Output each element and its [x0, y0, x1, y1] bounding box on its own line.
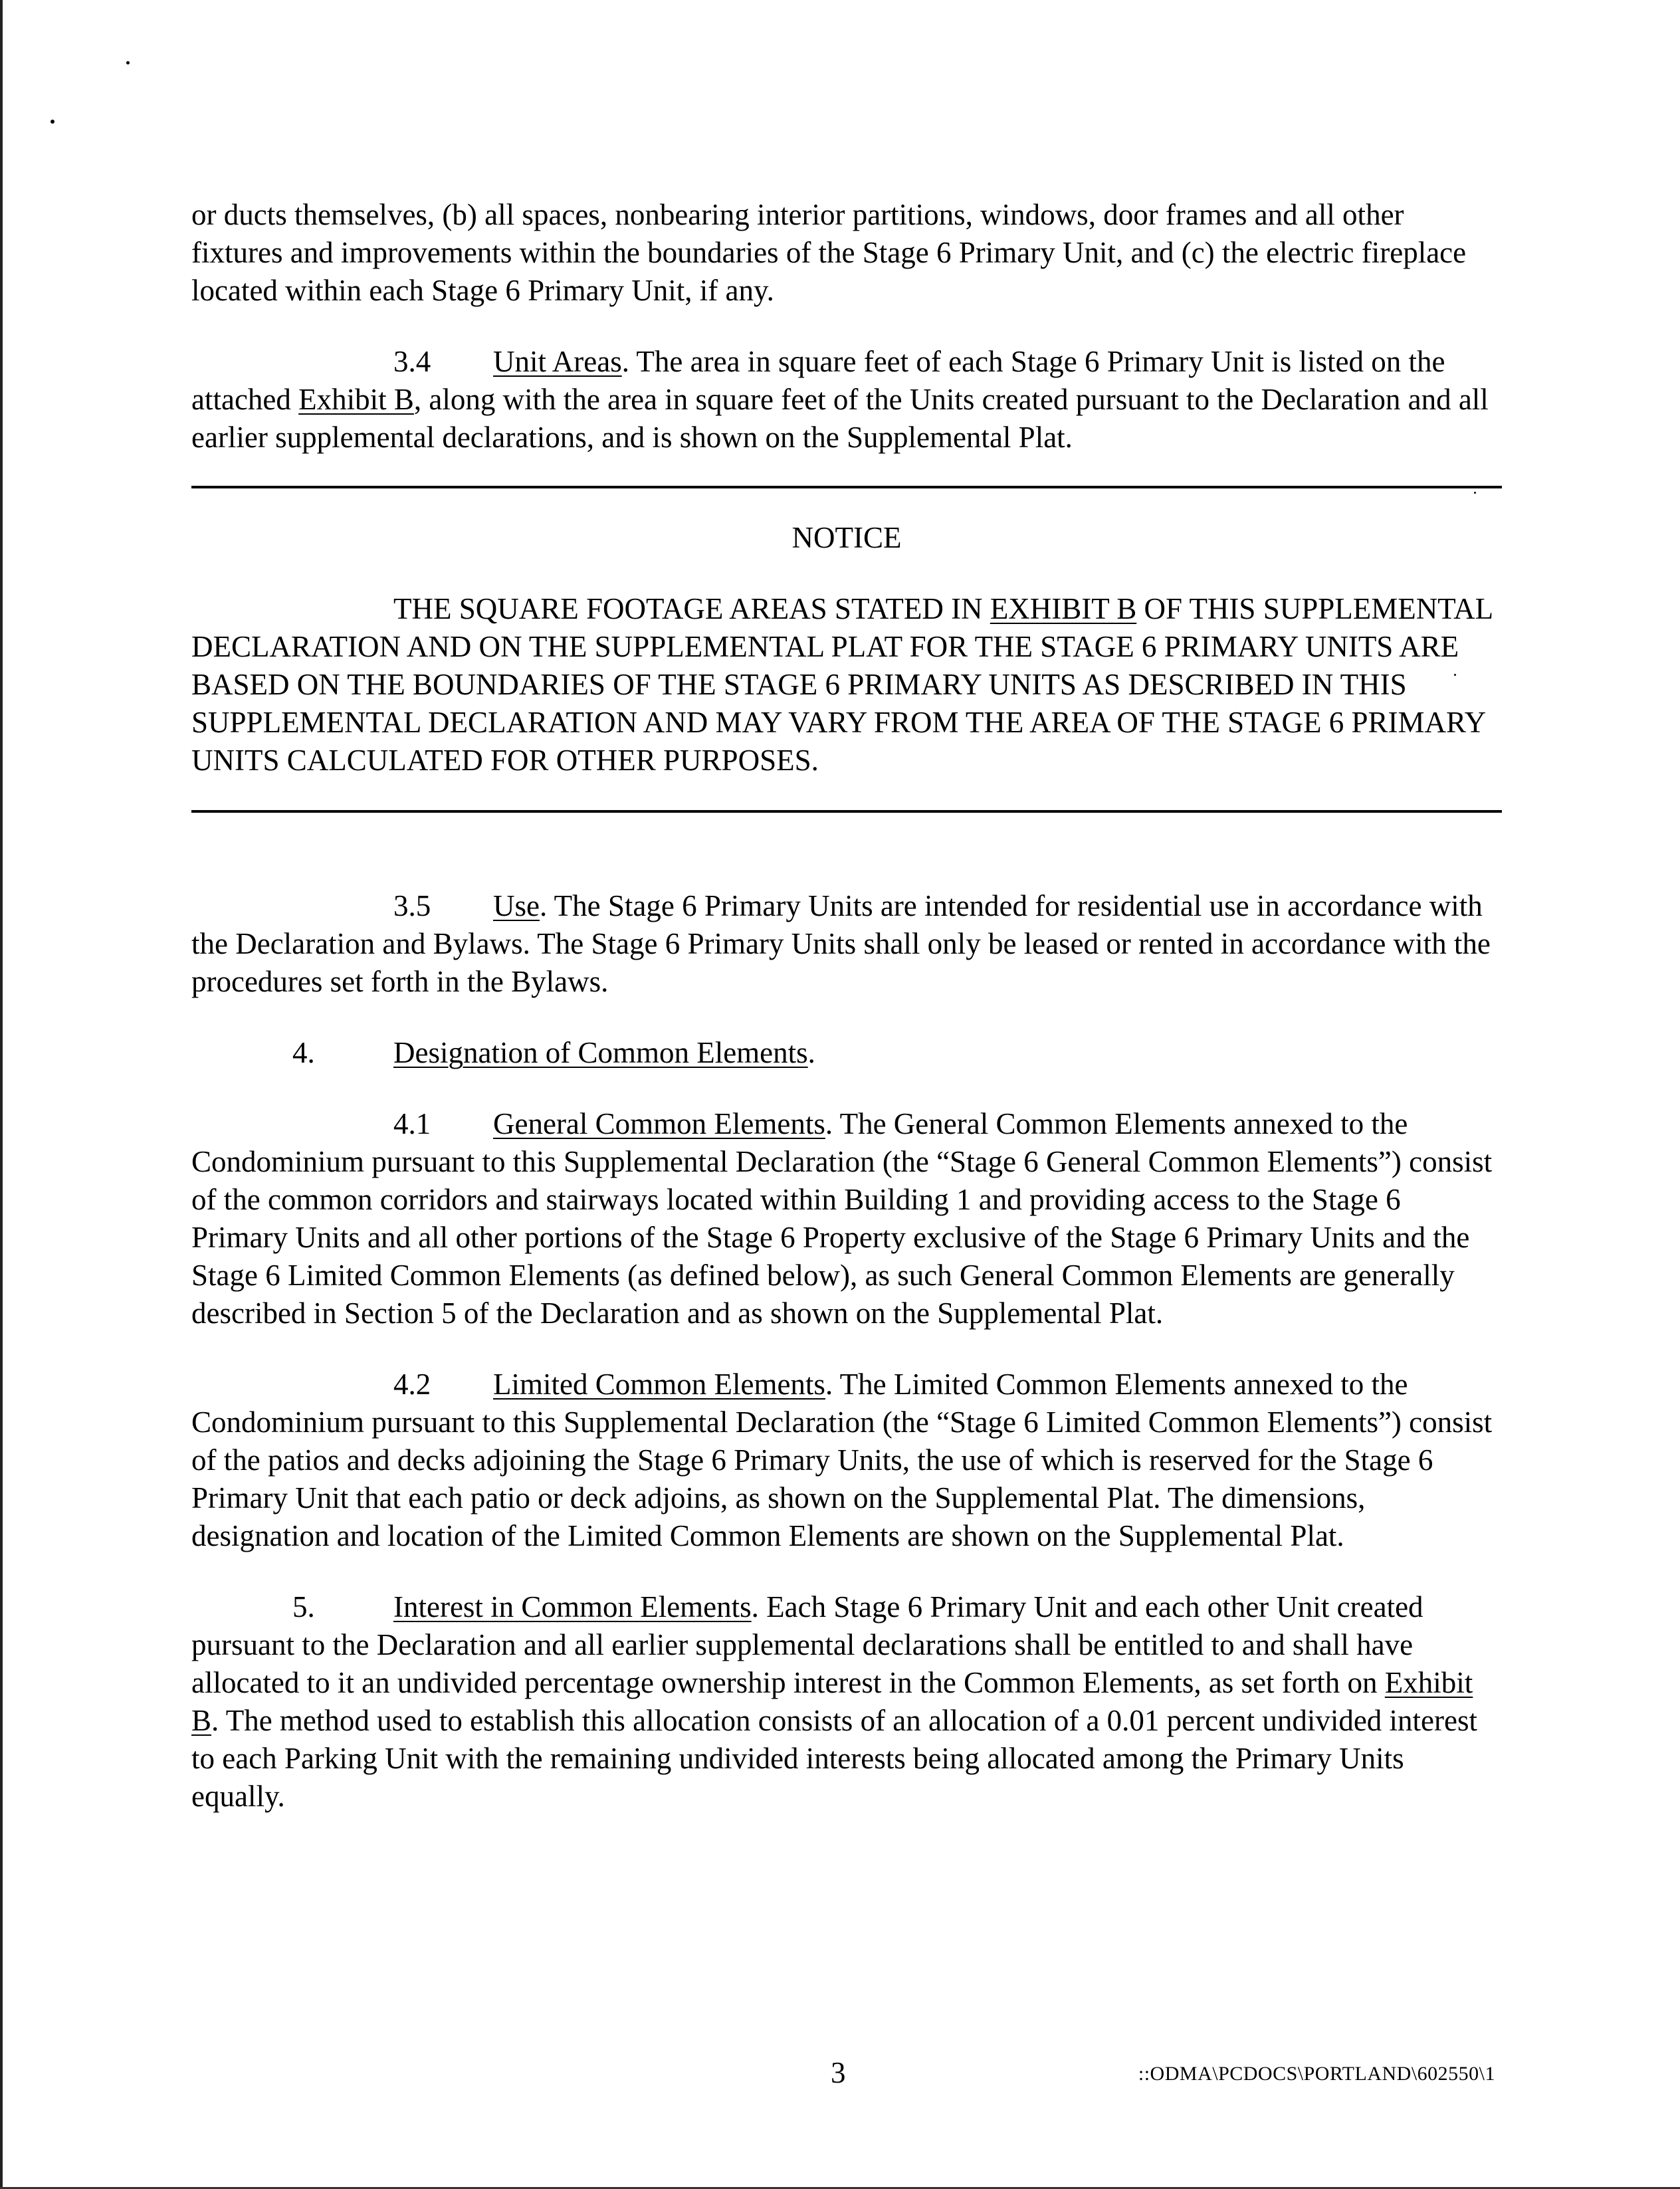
section-4-2: 4.2 Limited Common Elements. The Limited Common Elements annexed to the Condominium pursuant to this Supplemental Declaration (the “Stage 6 Limited Common Elements”) consist of the patios and decks adjoining the Stage 6 Primary Units, the use of which is reserved for the Stage 6 Primary Unit that each patio or deck adjoins, as shown on the Supplemental Plat. The dimensions, designation and location of the Limited Common Elements are shown on the Supplemental Plat.: [191, 1366, 1502, 1555]
section-3-5: 3.5 Use. The Stage 6 Primary Units are intended for residential use in accordance with the Declaration and Bylaws. The Stage 6 Primary Units shall only be leased or rented in accordance with the procedures set forth in the Bylaws.: [191, 887, 1502, 1001]
exhibit-b-reference: Exhibit B: [298, 383, 414, 416]
section-heading: General Common Elements: [493, 1107, 825, 1140]
section-4-1: 4.1 General Common Elements. The General Common Elements annexed to the Condominium pursuant to this Supplemental Declaration (the “Stage 6 General Common Elements”) consist of the common corridors and stairways located within Building 1 and providing access to the Stage 6 Primary Units and all other portions of the Stage 6 Property exclusive of the Stage 6 Primary Units and the Stage 6 Limited Common Elements (as defined below), as such General Common Elements are generally described in Section 5 of the Declaration and as shown on the Supplemental Plat.: [191, 1105, 1502, 1332]
notice-text: THE SQUARE FOOTAGE AREAS STATED IN EXHIBIT B OF THIS SUPPLEMENTAL DECLARATION AND ON THE SUPPLEMENTAL PLAT FOR THE STAGE 6 PRIMARY UNITS ARE BASED ON THE BOUNDARIES OF THE STAGE 6 PRIMARY UNITS AS DESCRIBED IN THIS SUPPLEMENTAL DECLARATION AND MAY VARY FROM THE AREA OF THE STAGE 6 PRIMARY UNITS CALCULATED FOR OTHER PURPOSES.: [191, 592, 1493, 777]
scan-speck: [51, 120, 54, 124]
section-heading: Use: [493, 889, 540, 922]
page-number: 3: [831, 2056, 846, 2089]
section-number: 3.5: [393, 889, 431, 922]
section-heading: Unit Areas: [493, 345, 622, 378]
section-4-heading: 4. Designation of Common Elements.: [191, 1034, 1502, 1072]
section-number: 4.: [292, 1036, 315, 1069]
section-5: 5. Interest in Common Elements. Each Stage 6 Primary Unit and each other Unit created pursuant to the Declaration and all earlier supplemental declarations shall be entitled to and shall have allocated to it an undivided percentage ownership interest in the Common Elements, as set forth on Exhibit B. The method used to establish this allocation consists of an allocation of a 0.01 percent undivided interest to each Parking Unit with the remaining undivided interests being allocated among the Primary Units equally.: [191, 1588, 1502, 1816]
section-heading: Designation of Common Elements: [393, 1036, 808, 1069]
exhibit-b-reference: Exhibit B: [191, 1666, 1473, 1737]
section-heading: Interest in Common Elements: [393, 1590, 752, 1623]
section-number: 5.: [292, 1590, 315, 1623]
section-number: 3.4: [393, 345, 431, 378]
document-body: [191, 196, 1502, 1816]
section-number: 4.1: [393, 1107, 431, 1140]
section-heading: Limited Common Elements: [493, 1368, 825, 1401]
exhibit-b-reference: EXHIBIT B: [990, 592, 1137, 625]
scan-left-edge: [0, 0, 3, 2189]
section-3-3-continuation: or ducts themselves, (b) all spaces, nonbearing interior partitions, windows, door frames and all other fixtures and improvements within the boundaries of the Stage 6 Primary Unit, and (c) the electric fireplace located within each Stage 6 Primary Unit, if any.: [191, 198, 1467, 307]
scan-speck: [126, 61, 130, 64]
document-id: ::ODMA\PCDOCS\PORTLAND\602550\1: [1138, 2063, 1495, 2085]
section-3-4: 3.4 Unit Areas. The area in square feet of each Stage 6 Primary Unit is listed on the attached Exhibit B, along with the area in square feet of the Units created pursuant to the Declaration and all earlier supplemental declarations, and is shown on the Supplemental Plat.: [191, 343, 1502, 457]
notice-title: NOTICE: [791, 521, 902, 554]
notice-box: [191, 486, 1502, 813]
section-number: 4.2: [393, 1368, 431, 1401]
